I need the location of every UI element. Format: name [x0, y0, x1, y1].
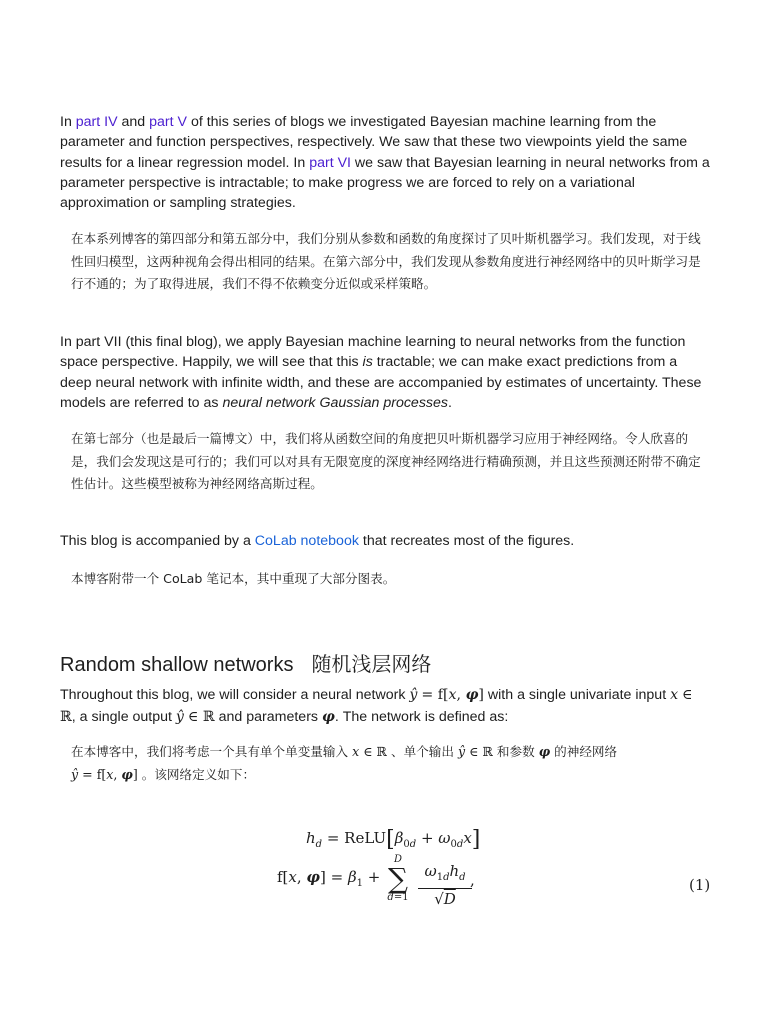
text: , a single output [71, 709, 176, 725]
network-definition-translation [71, 741, 711, 786]
fraction: $\omega_{1d}h_d$ √D [418, 861, 472, 909]
part-vii-paragraph [60, 332, 710, 413]
text: tractable; we can make exact predictions from a deep neural network with infinite width, and these are accompanied by estimates of uncertainty. These models are referred to as [60, 354, 702, 411]
section-heading [60, 648, 431, 677]
text: 在本博客中，我们将考虑一个具有单个单变量输入 [71, 744, 353, 759]
equation-comma: , [470, 871, 475, 889]
math-parameters: φ [538, 744, 551, 759]
text: and parameters [214, 709, 322, 725]
colab-paragraph-translation: 本博客附带一个 CoLab 笔记本，其中重现了大部分图表。 [71, 571, 396, 586]
colab-notebook-link[interactable]: CoLab notebook [254, 533, 359, 549]
text: 。该网络定义如下： [137, 766, 256, 782]
emphasis-term: neural network Gaussian processes [222, 394, 448, 411]
text: This blog is accompanied by a [60, 533, 255, 549]
part-v-link[interactable]: part V [149, 114, 187, 130]
part-vii-paragraph-translation: 在第七部分（也是最后一篇博文）中，我们将从函数空间的角度把贝叶斯机器学习应用于神经网络。令人欣喜的是，我们会发现这是可行的；我们可以对具有无限宽度的深度神经网络进行精确预测，并且这些预测还附带不确定性估计。这些模型被称为神经网络高斯过程。 [71, 431, 701, 491]
text: 的神经网络 [550, 744, 618, 759]
intro-paragraph-translation: 在本系列博客的第四部分和第五部分中，我们分别从参数和函数的角度探讨了贝叶斯机器学习。我们发现，对于线性回归模型，这两种视角会得出相同的结果。在第六部分中，我们发现从参数角度进行神经网络中的贝叶斯学习是行不通的；为了取得进展，我们不得不依赖变分近似或采样策略。 [71, 231, 701, 291]
part-iv-link[interactable]: part IV [75, 114, 118, 130]
emphasis: is [362, 354, 373, 371]
equation-network-output: f[x, $\varphi] = \beta_1$ + [277, 868, 381, 889]
text: and [117, 114, 150, 130]
summation-symbol: D ∑ d=1 [387, 854, 409, 903]
equation-hidden-unit: $h_d$ = $ReLU[\beta_{0d} + \omega_{0d}x]$ [306, 827, 481, 852]
text: In part VII (this final blog), we apply Bayesian machine learning to neural networks from the function space perspective. Happily, we will see that this [60, 334, 686, 371]
math-network: ŷ = f[x, φ] [71, 766, 138, 782]
math-output: ŷ ∈ ℝ [175, 709, 215, 725]
colab-paragraph [60, 531, 710, 551]
math-input: x ∈ ℝ [60, 687, 693, 725]
text: 、单个输出 [387, 744, 458, 759]
text: we saw that Bayesian learning in neural networks from a parameter perspective is intractable; to make progress we are forced to rely on a variational approximation or sampling strategies. [60, 154, 710, 212]
equation-number: (1) [689, 876, 711, 894]
text: of this series of blogs we investigated Bayesian machine learning from the parameter and function perspectives, respectively. We saw that these two viewpoints yield the same results for a linear regression model. In [60, 114, 688, 171]
network-definition-paragraph [60, 684, 710, 728]
intro-paragraph [60, 112, 710, 213]
text: 和参数 [492, 744, 539, 759]
heading-chinese: 随机浅层网络 [311, 652, 432, 676]
text: with a single univariate input [483, 687, 671, 703]
math-output: ŷ ∈ ℝ [457, 744, 493, 759]
math-network: ŷ = f[x, φ] [409, 687, 484, 703]
part-vi-link[interactable]: part VI [309, 154, 351, 171]
math-parameters: φ [321, 709, 335, 725]
text: . [448, 394, 452, 411]
math-input: x ∈ ℝ [352, 744, 387, 759]
heading-english: Random shallow networks [60, 654, 294, 676]
text: Throughout this blog, we will consider a neural network [60, 687, 410, 703]
text: . The network is defined as: [334, 709, 509, 725]
text: In [60, 114, 76, 130]
text: that recreates most of the figures. [358, 533, 575, 549]
